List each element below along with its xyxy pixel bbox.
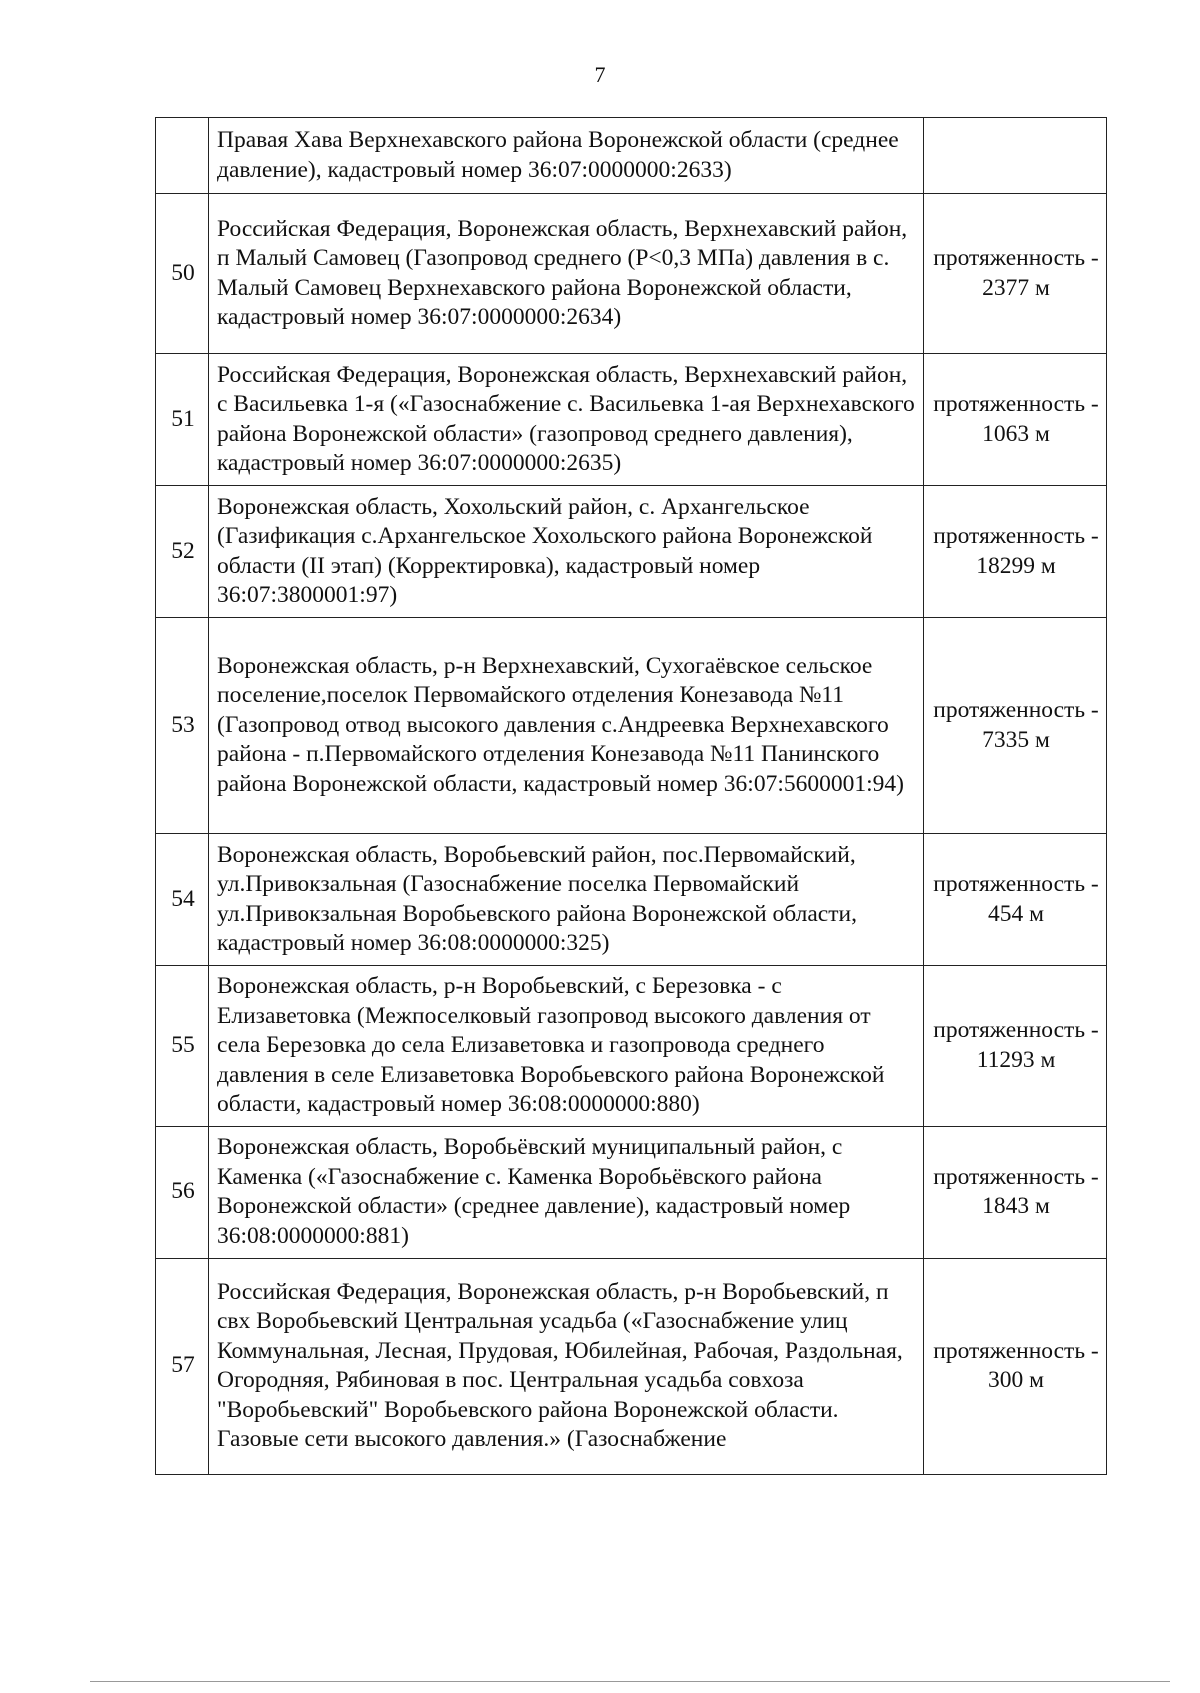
object-length: протяженность - 1843 м [924, 1126, 1107, 1258]
table-row [156, 118, 1107, 194]
page-number: 7 [594, 62, 606, 87]
table-row [156, 834, 1107, 966]
object-length [924, 118, 1107, 194]
object-description: Воронежская область, р-н Верхнехавский, Сухогаёвское сельское поселение,поселок Первомайского отделения Конезавода №11 (Газопровод отвод высокого давления с.Андреевка Верхнехавского района - п.Первомайского отделения Конезавода №11 Панинского района Воронежской области, кадастровый номер 36:07:5600001:94) [209, 618, 924, 834]
row-number: 54 [156, 834, 209, 966]
table-row [156, 486, 1107, 618]
object-length: протяженность - 454 м [924, 834, 1107, 966]
row-number [156, 118, 209, 194]
table-row [156, 1126, 1107, 1258]
table-row [156, 194, 1107, 354]
row-number: 51 [156, 354, 209, 486]
object-length: протяженность - 11293 м [924, 966, 1107, 1127]
scan-edge-divider [90, 1681, 1170, 1682]
object-description: Воронежская область, Воробьевский район, пос.Первомайский, ул.Привокзальная (Газоснабжение поселка Первомайский ул.Привокзальная Воробьевского района Воронежской области, кадастровый номер 36:08:0000000:325) [209, 834, 924, 966]
row-number: 50 [156, 194, 209, 354]
row-number: 57 [156, 1258, 209, 1474]
object-description: Воронежская область, р-н Воробьевский, с Березовка - с Елизаветовка (Межпоселковый газопровод высокого давления от села Березовка до села Елизаветовка и газопровода среднего давления в селе Елизаветовка Воробьевского района Воронежской области, кадастровый номер 36:08:0000000:880) [209, 966, 924, 1127]
table-row [156, 618, 1107, 834]
table-row [156, 1258, 1107, 1474]
object-length: протяженность - 18299 м [924, 486, 1107, 618]
row-number: 53 [156, 618, 209, 834]
row-number: 52 [156, 486, 209, 618]
object-description: Воронежская область, Хохольский район, с. Архангельское (Газификация с.Архангельское Хохольского района Воронежской области (II этап) (Корректировка), кадастровый номер 36:07:3800001:97) [209, 486, 924, 618]
object-length: протяженность - 2377 м [924, 194, 1107, 354]
object-description: Российская Федерация, Воронежская область, Верхнехавский район, с Васильевка 1-я («Газоснабжение с. Васильевка 1-ая Верхнехавского района Воронежской области» (газопровод среднего давления), кадастровый номер 36:07:0000000:2635) [209, 354, 924, 486]
object-description: Российская Федерация, Воронежская область, р-н Воробьевский, п свх Воробьевский Центральная усадьба («Газоснабжение улиц Коммунальная, Лесная, Прудовая, Юбилейная, Рабочая, Раздольная, Огородняя, Рябиновая в пос. Центральная усадьба совхоза "Воробьевский" Воробьевского района Воронежской области. Газовые сети высокого давления.» (Газоснабжение [209, 1258, 924, 1474]
object-description: Правая Хава Верхнехавского района Воронежской области (среднее давление), кадастровый номер 36:07:0000000:2633) [209, 118, 924, 194]
row-number: 56 [156, 1126, 209, 1258]
object-description: Воронежская область, Воробьёвский муниципальный район, с Каменка («Газоснабжение с. Каменка Воробьёвского района Воронежской области» (среднее давление), кадастровый номер 36:08:0000000:881) [209, 1126, 924, 1258]
table-row [156, 966, 1107, 1127]
object-length: протяженность - 1063 м [924, 354, 1107, 486]
table-row [156, 354, 1107, 486]
row-number: 55 [156, 966, 209, 1127]
object-length: протяженность - 7335 м [924, 618, 1107, 834]
object-description: Российская Федерация, Воронежская область, Верхнехавский район, п Малый Самовец (Газопровод среднего (Р<0,3 МПа) давления в с. Малый Самовец Верхнехавского района Воронежской области, кадастровый номер 36:07:0000000:2634) [209, 194, 924, 354]
registry-table [155, 117, 1107, 1475]
object-length: протяженность - 300 м [924, 1258, 1107, 1474]
